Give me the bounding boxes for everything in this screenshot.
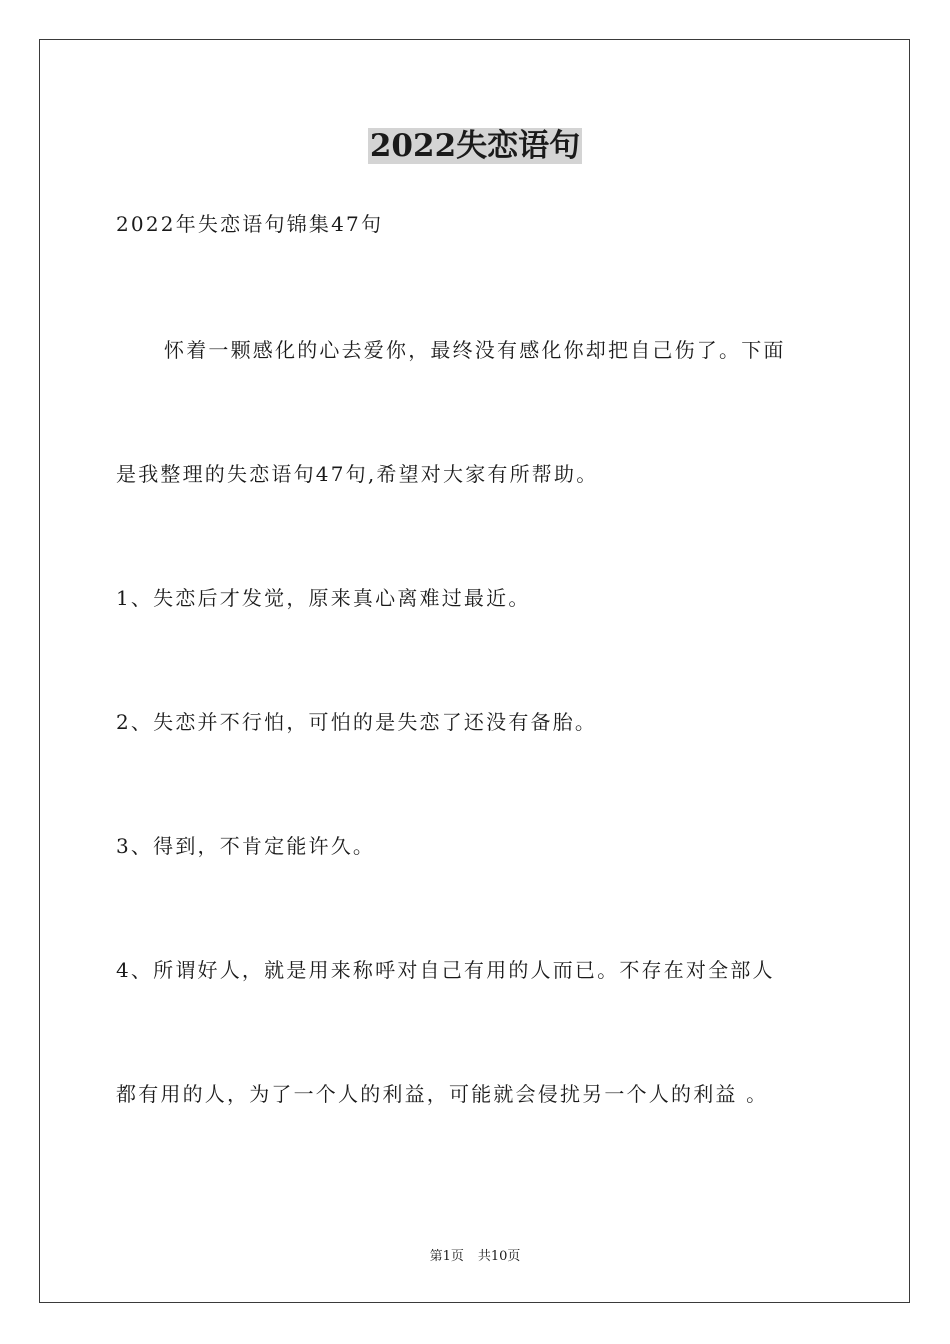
intro-paragraph-line-1: 怀着一颗感化的心去爱你，最终没有感化你却把自己伤了。下面 (164, 338, 786, 362)
list-item-4-line-2: 都有用的人，为了一个人的利益，可能就会侵扰另一个人的利益 。 (116, 1082, 769, 1106)
document-title-text: 2022失恋语句 (369, 128, 581, 164)
list-item-2: 2、失恋并不行怕，可怕的是失恋了还没有备胎。 (116, 710, 598, 734)
list-item-3: 3、得到，不肯定能许久。 (116, 834, 376, 858)
list-item-4-line-1: 4、所谓好人，就是用来称呼对自己有用的人而已。不存在对全部人 (116, 958, 775, 982)
page-footer (0, 1248, 950, 1266)
list-item-1: 1、失恋后才发觉，原来真心离难过最近。 (116, 586, 531, 610)
page-number: 第1页 (429, 1249, 464, 1264)
intro-paragraph-line-2: 是我整理的失恋语句47句,希望对大家有所帮助。 (116, 462, 599, 486)
page-total: 共10页 (477, 1249, 521, 1264)
document-title (0, 124, 950, 168)
document-subtitle: 2022年失恋语句锦集47句 (116, 212, 384, 236)
